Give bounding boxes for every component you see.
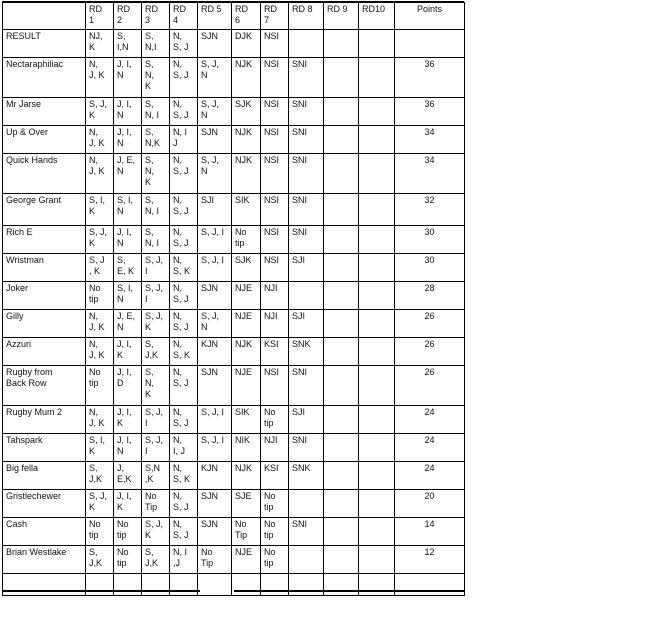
tip-cell-rd7: NJI [261, 310, 289, 338]
tip-cell-rd5: S, J, I [198, 434, 232, 462]
header-cell-rd10: RD10 [359, 3, 395, 30]
tip-cell-rd7: NSI [261, 126, 289, 154]
tip-cell-rd5: S, J, I [198, 406, 232, 434]
tip-cell-rd8: SNI [289, 518, 324, 546]
tip-cell-rd4: N, S, J [170, 366, 198, 406]
tip-cell-rd1: S, J,K [86, 546, 114, 574]
tip-cell-rd9 [324, 490, 359, 518]
player-name-cell: Rugby from Back Row [3, 366, 86, 406]
tip-cell-rd10 [359, 310, 395, 338]
tip-cell-rd4: N, S, J [170, 154, 198, 194]
points-cell: 34 [395, 126, 465, 154]
tip-cell-rd5 [198, 574, 232, 596]
header-cell-rd7: RD 7 [261, 3, 289, 30]
table-row [3, 30, 465, 58]
tip-cell-rd3: S, N,K [142, 126, 170, 154]
tip-cell-rd8 [289, 574, 324, 596]
tip-cell-rd5: S, J, N [198, 98, 232, 126]
tip-cell-rd1: N, J, K [86, 126, 114, 154]
player-name-cell: Azzuri [3, 338, 86, 366]
header-cell-rd9: RD 9 [324, 3, 359, 30]
player-name-cell: RESULT [3, 30, 86, 58]
tip-cell-rd9 [324, 518, 359, 546]
table-row [3, 194, 465, 226]
tip-cell-rd1: S, J , K [86, 254, 114, 282]
tip-cell-rd5: S, J, N [198, 310, 232, 338]
table-row [3, 366, 465, 406]
points-cell: 24 [395, 462, 465, 490]
tip-cell-rd1: S, I, K [86, 434, 114, 462]
points-cell [395, 30, 465, 58]
tip-cell-rd5: SJN [198, 518, 232, 546]
tip-cell-rd5: S, J, N [198, 154, 232, 194]
tip-cell-rd3: S, N, I [142, 226, 170, 254]
tip-cell-rd8: SNK [289, 338, 324, 366]
points-cell: 26 [395, 310, 465, 338]
tip-cell-rd10 [359, 338, 395, 366]
tip-cell-rd8: SNI [289, 226, 324, 254]
tip-cell-rd8: SNI [289, 126, 324, 154]
table-row [3, 462, 465, 490]
tip-cell-rd1: No tip [86, 518, 114, 546]
tip-cell-rd6: NJK [232, 58, 261, 98]
tip-cell-rd7: NSI [261, 226, 289, 254]
tip-cell-rd9 [324, 254, 359, 282]
tip-cell-rd7: No tip [261, 406, 289, 434]
tip-cell-rd5: SJN [198, 282, 232, 310]
tip-cell-rd6: No Tip [232, 518, 261, 546]
tip-cell-rd7: NSI [261, 98, 289, 126]
tip-cell-rd6: DJK [232, 30, 261, 58]
tip-cell-rd1: N, J, K [86, 338, 114, 366]
tip-cell-rd7: NSI [261, 366, 289, 406]
player-name-cell: Up & Over [3, 126, 86, 154]
tip-cell-rd8 [289, 490, 324, 518]
points-cell: 36 [395, 98, 465, 126]
tip-cell-rd5: SJN [198, 126, 232, 154]
tip-cell-rd5: SJN [198, 366, 232, 406]
tip-cell-rd9 [324, 406, 359, 434]
points-cell: 30 [395, 226, 465, 254]
tip-cell-rd5: SJN [198, 30, 232, 58]
tip-cell-rd2: No tip [114, 518, 142, 546]
header-cell-points: Points [395, 3, 465, 30]
tip-cell-rd9 [324, 126, 359, 154]
tip-cell-rd6: NJK [232, 154, 261, 194]
tip-cell-rd6 [232, 574, 261, 596]
tip-cell-rd1: N, J, K [86, 310, 114, 338]
player-name-cell: Gristlechewer [3, 490, 86, 518]
points-cell: 12 [395, 546, 465, 574]
tip-cell-rd10 [359, 434, 395, 462]
tip-cell-rd10 [359, 30, 395, 58]
tip-cell-rd4: N, S, J [170, 98, 198, 126]
tip-cell-rd2: J, E,K [114, 462, 142, 490]
tip-cell-rd7: NSI [261, 58, 289, 98]
tip-cell-rd4: N, S, J [170, 310, 198, 338]
tip-cell-rd5: No Tip [198, 546, 232, 574]
header-cell-rd4: RD 4 [170, 3, 198, 30]
table-row [3, 98, 465, 126]
tip-cell-rd3: S, N,I [142, 30, 170, 58]
points-cell: 34 [395, 154, 465, 194]
tip-cell-rd1: NJ, K [86, 30, 114, 58]
tip-cell-rd3: S, N, K [142, 154, 170, 194]
tip-cell-rd8: SNI [289, 154, 324, 194]
tip-cell-rd2: S, I, N [114, 282, 142, 310]
tip-cell-rd2: J, I, K [114, 406, 142, 434]
tip-cell-rd5: S, J, N [198, 58, 232, 98]
table-bottom-rule-right [234, 590, 464, 592]
tip-cell-rd6: NIK [232, 434, 261, 462]
tip-cell-rd8: SNI [289, 434, 324, 462]
tip-cell-rd1: S, J,K [86, 462, 114, 490]
table-row [3, 310, 465, 338]
tip-cell-rd6: NJK [232, 462, 261, 490]
tip-cell-rd10 [359, 546, 395, 574]
tip-cell-rd4: N, S, J [170, 490, 198, 518]
tip-cell-rd6: No tip [232, 226, 261, 254]
tip-cell-rd4 [170, 574, 198, 596]
tip-cell-rd10 [359, 98, 395, 126]
tip-cell-rd6: SJE [232, 490, 261, 518]
tip-cell-rd9 [324, 58, 359, 98]
tip-cell-rd2: J, I, N [114, 226, 142, 254]
tip-cell-rd2: J, I, D [114, 366, 142, 406]
tip-cell-rd5: S, J, I [198, 254, 232, 282]
player-name-cell: Wristman [3, 254, 86, 282]
tip-cell-rd4: N, S, J [170, 58, 198, 98]
table-row [3, 574, 465, 596]
tip-cell-rd7: No tip [261, 546, 289, 574]
tip-cell-rd6: SJK [232, 98, 261, 126]
tip-cell-rd2: No tip [114, 546, 142, 574]
player-name-cell: Nectaraphiliac [3, 58, 86, 98]
tip-cell-rd10 [359, 254, 395, 282]
tip-cell-rd6: NJE [232, 366, 261, 406]
points-cell: 24 [395, 406, 465, 434]
points-cell: 24 [395, 434, 465, 462]
tip-cell-rd10 [359, 366, 395, 406]
player-name-cell: Quick Hands [3, 154, 86, 194]
tip-cell-rd7: NSI [261, 194, 289, 226]
tip-cell-rd6: NJK [232, 126, 261, 154]
tip-cell-rd7: KSI [261, 338, 289, 366]
tip-cell-rd4: N, S, K [170, 338, 198, 366]
tip-cell-rd9 [324, 338, 359, 366]
tip-cell-rd7: KSI [261, 462, 289, 490]
tip-cell-rd4: N, I ,J [170, 546, 198, 574]
tip-cell-rd7: No tip [261, 518, 289, 546]
table-row [3, 154, 465, 194]
tip-cell-rd2: S, I, N [114, 194, 142, 226]
tip-cell-rd10 [359, 490, 395, 518]
tip-cell-rd4: N, S, K [170, 462, 198, 490]
tip-cell-rd2: J, I, N [114, 98, 142, 126]
tip-cell-rd1: S, J, K [86, 98, 114, 126]
tip-cell-rd5: KJN [198, 462, 232, 490]
tip-cell-rd3: S, J, K [142, 310, 170, 338]
tip-cell-rd10 [359, 574, 395, 596]
tip-cell-rd4: N, I J [170, 126, 198, 154]
points-cell: 14 [395, 518, 465, 546]
tip-cell-rd8: SNK [289, 462, 324, 490]
tip-cell-rd3: S, N, I [142, 98, 170, 126]
tip-cell-rd2: J, I, K [114, 338, 142, 366]
player-name-cell: George Grant [3, 194, 86, 226]
tip-cell-rd3: S, J, I [142, 406, 170, 434]
tip-cell-rd4: N, S, J [170, 194, 198, 226]
tip-cell-rd3: S, N, I [142, 194, 170, 226]
player-name-cell: Cash [3, 518, 86, 546]
tip-cell-rd2: J, I, N [114, 126, 142, 154]
tip-cell-rd1: N, J, K [86, 406, 114, 434]
tip-cell-rd2: J, E, N [114, 154, 142, 194]
table-row [3, 434, 465, 462]
tip-cell-rd9 [324, 154, 359, 194]
points-cell: 30 [395, 254, 465, 282]
tip-cell-rd2: J, I, N [114, 58, 142, 98]
tip-cell-rd3: S, J,K [142, 338, 170, 366]
tip-cell-rd3: S, J,K [142, 546, 170, 574]
table-row [3, 126, 465, 154]
tip-cell-rd6: NJE [232, 310, 261, 338]
header-cell-rd1: RD 1 [86, 3, 114, 30]
tip-cell-rd8: SJI [289, 406, 324, 434]
header-cell-rd5: RD 5 [198, 3, 232, 30]
table-row [3, 58, 465, 98]
player-name-cell: Rugby Mum 2 [3, 406, 86, 434]
tip-cell-rd8: SJI [289, 310, 324, 338]
tip-cell-rd9 [324, 194, 359, 226]
tip-cell-rd3: S, J, K [142, 518, 170, 546]
tip-cell-rd1: No tip [86, 366, 114, 406]
tip-cell-rd1: S, I, K [86, 194, 114, 226]
tip-cell-rd9 [324, 282, 359, 310]
tip-cell-rd9 [324, 574, 359, 596]
tip-cell-rd5: KJN [198, 338, 232, 366]
tip-cell-rd5: SJI [198, 194, 232, 226]
tip-cell-rd8: SNI [289, 98, 324, 126]
tip-cell-rd4: N, S, J [170, 226, 198, 254]
tip-cell-rd4: N, S, J [170, 518, 198, 546]
tip-cell-rd1: N, J, K [86, 154, 114, 194]
tip-cell-rd10 [359, 154, 395, 194]
header-cell-rd8: RD 8 [289, 3, 324, 30]
tip-cell-rd7: NJI [261, 434, 289, 462]
tip-cell-rd10 [359, 462, 395, 490]
tip-cell-rd9 [324, 366, 359, 406]
table-bottom-rule-left [2, 590, 200, 592]
tip-cell-rd8: SJI [289, 254, 324, 282]
tip-cell-rd7: NSI [261, 254, 289, 282]
tip-cell-rd8 [289, 282, 324, 310]
player-name-cell: Joker [3, 282, 86, 310]
tip-cell-rd1 [86, 574, 114, 596]
tip-cell-rd9 [324, 546, 359, 574]
table-row [3, 518, 465, 546]
points-cell: 28 [395, 282, 465, 310]
tip-cell-rd8: SNI [289, 194, 324, 226]
tip-cell-rd2: J, I, K [114, 490, 142, 518]
points-cell: 32 [395, 194, 465, 226]
tip-cell-rd3: S, N, K [142, 58, 170, 98]
tip-cell-rd9 [324, 462, 359, 490]
player-name-cell: Mr Jarse [3, 98, 86, 126]
tip-cell-rd6: SIK [232, 406, 261, 434]
tip-cell-rd10 [359, 282, 395, 310]
tip-cell-rd8 [289, 30, 324, 58]
tip-cell-rd2: S, E, K [114, 254, 142, 282]
player-name-cell: Brian Westlake [3, 546, 86, 574]
points-cell: 36 [395, 58, 465, 98]
tip-cell-rd2: J, E, N [114, 310, 142, 338]
tip-cell-rd4: N, I, J [170, 434, 198, 462]
tip-cell-rd8 [289, 546, 324, 574]
table-row [3, 226, 465, 254]
tip-cell-rd1: N, J, K [86, 58, 114, 98]
tip-cell-rd6: NJE [232, 282, 261, 310]
table-row [3, 490, 465, 518]
tip-cell-rd1: No tip [86, 282, 114, 310]
tip-cell-rd10 [359, 518, 395, 546]
tip-cell-rd8: SNI [289, 366, 324, 406]
tip-cell-rd4: N, S, K [170, 254, 198, 282]
table-row [3, 406, 465, 434]
points-cell: 26 [395, 338, 465, 366]
tip-cell-rd1: S, J, K [86, 490, 114, 518]
tip-cell-rd7: No tip [261, 490, 289, 518]
table-row [3, 338, 465, 366]
header-cell-rd6: RD 6 [232, 3, 261, 30]
header-cell-rd3: RD 3 [142, 3, 170, 30]
tip-cell-rd4: N, S, J [170, 406, 198, 434]
tip-cell-rd2: J, I, N [114, 434, 142, 462]
tip-cell-rd2 [114, 574, 142, 596]
tip-cell-rd6: SJK [232, 254, 261, 282]
tip-cell-rd10 [359, 406, 395, 434]
tip-cell-rd3: S, J, I [142, 254, 170, 282]
player-name-cell: Tahspark [3, 434, 86, 462]
tip-cell-rd9 [324, 98, 359, 126]
tip-cell-rd9 [324, 30, 359, 58]
player-name-cell: Rich E [3, 226, 86, 254]
tip-cell-rd4: N, S, J [170, 282, 198, 310]
tip-cell-rd6: NJK [232, 338, 261, 366]
tip-cell-rd1: S, J, K [86, 226, 114, 254]
tip-cell-rd9 [324, 310, 359, 338]
tip-cell-rd7 [261, 574, 289, 596]
tip-cell-rd3: S,N ,K [142, 462, 170, 490]
tip-cell-rd3: S, J, I [142, 282, 170, 310]
tip-cell-rd6: NJE [232, 546, 261, 574]
header-cell-rd2: RD 2 [114, 3, 142, 30]
table-row [3, 254, 465, 282]
standings-table [2, 2, 465, 596]
tip-cell-rd3: S, J, I [142, 434, 170, 462]
tip-cell-rd2: S, I,N [114, 30, 142, 58]
tip-cell-rd10 [359, 226, 395, 254]
tip-cell-rd3: S, N, K [142, 366, 170, 406]
tip-cell-rd9 [324, 226, 359, 254]
tip-cell-rd10 [359, 194, 395, 226]
header-row [3, 3, 465, 30]
player-name-cell: Gilly [3, 310, 86, 338]
tip-cell-rd10 [359, 126, 395, 154]
tip-cell-rd7: NSI [261, 30, 289, 58]
tip-cell-rd4: N, S, J [170, 30, 198, 58]
table-row [3, 546, 465, 574]
player-name-cell: Big fella [3, 462, 86, 490]
tip-cell-rd3 [142, 574, 170, 596]
points-cell: 26 [395, 366, 465, 406]
tip-cell-rd6: SIK [232, 194, 261, 226]
tip-cell-rd9 [324, 434, 359, 462]
tip-cell-rd5: S, J, I [198, 226, 232, 254]
tip-cell-rd10 [359, 58, 395, 98]
header-cell-name [3, 3, 86, 30]
tip-cell-rd5: SJN [198, 490, 232, 518]
tip-cell-rd7: NJI [261, 282, 289, 310]
tip-cell-rd7: NSI [261, 154, 289, 194]
table-row [3, 282, 465, 310]
player-name-cell [3, 574, 86, 596]
points-cell: 20 [395, 490, 465, 518]
tip-cell-rd8: SNI [289, 58, 324, 98]
tip-cell-rd3: No Tip [142, 490, 170, 518]
points-cell [395, 574, 465, 596]
